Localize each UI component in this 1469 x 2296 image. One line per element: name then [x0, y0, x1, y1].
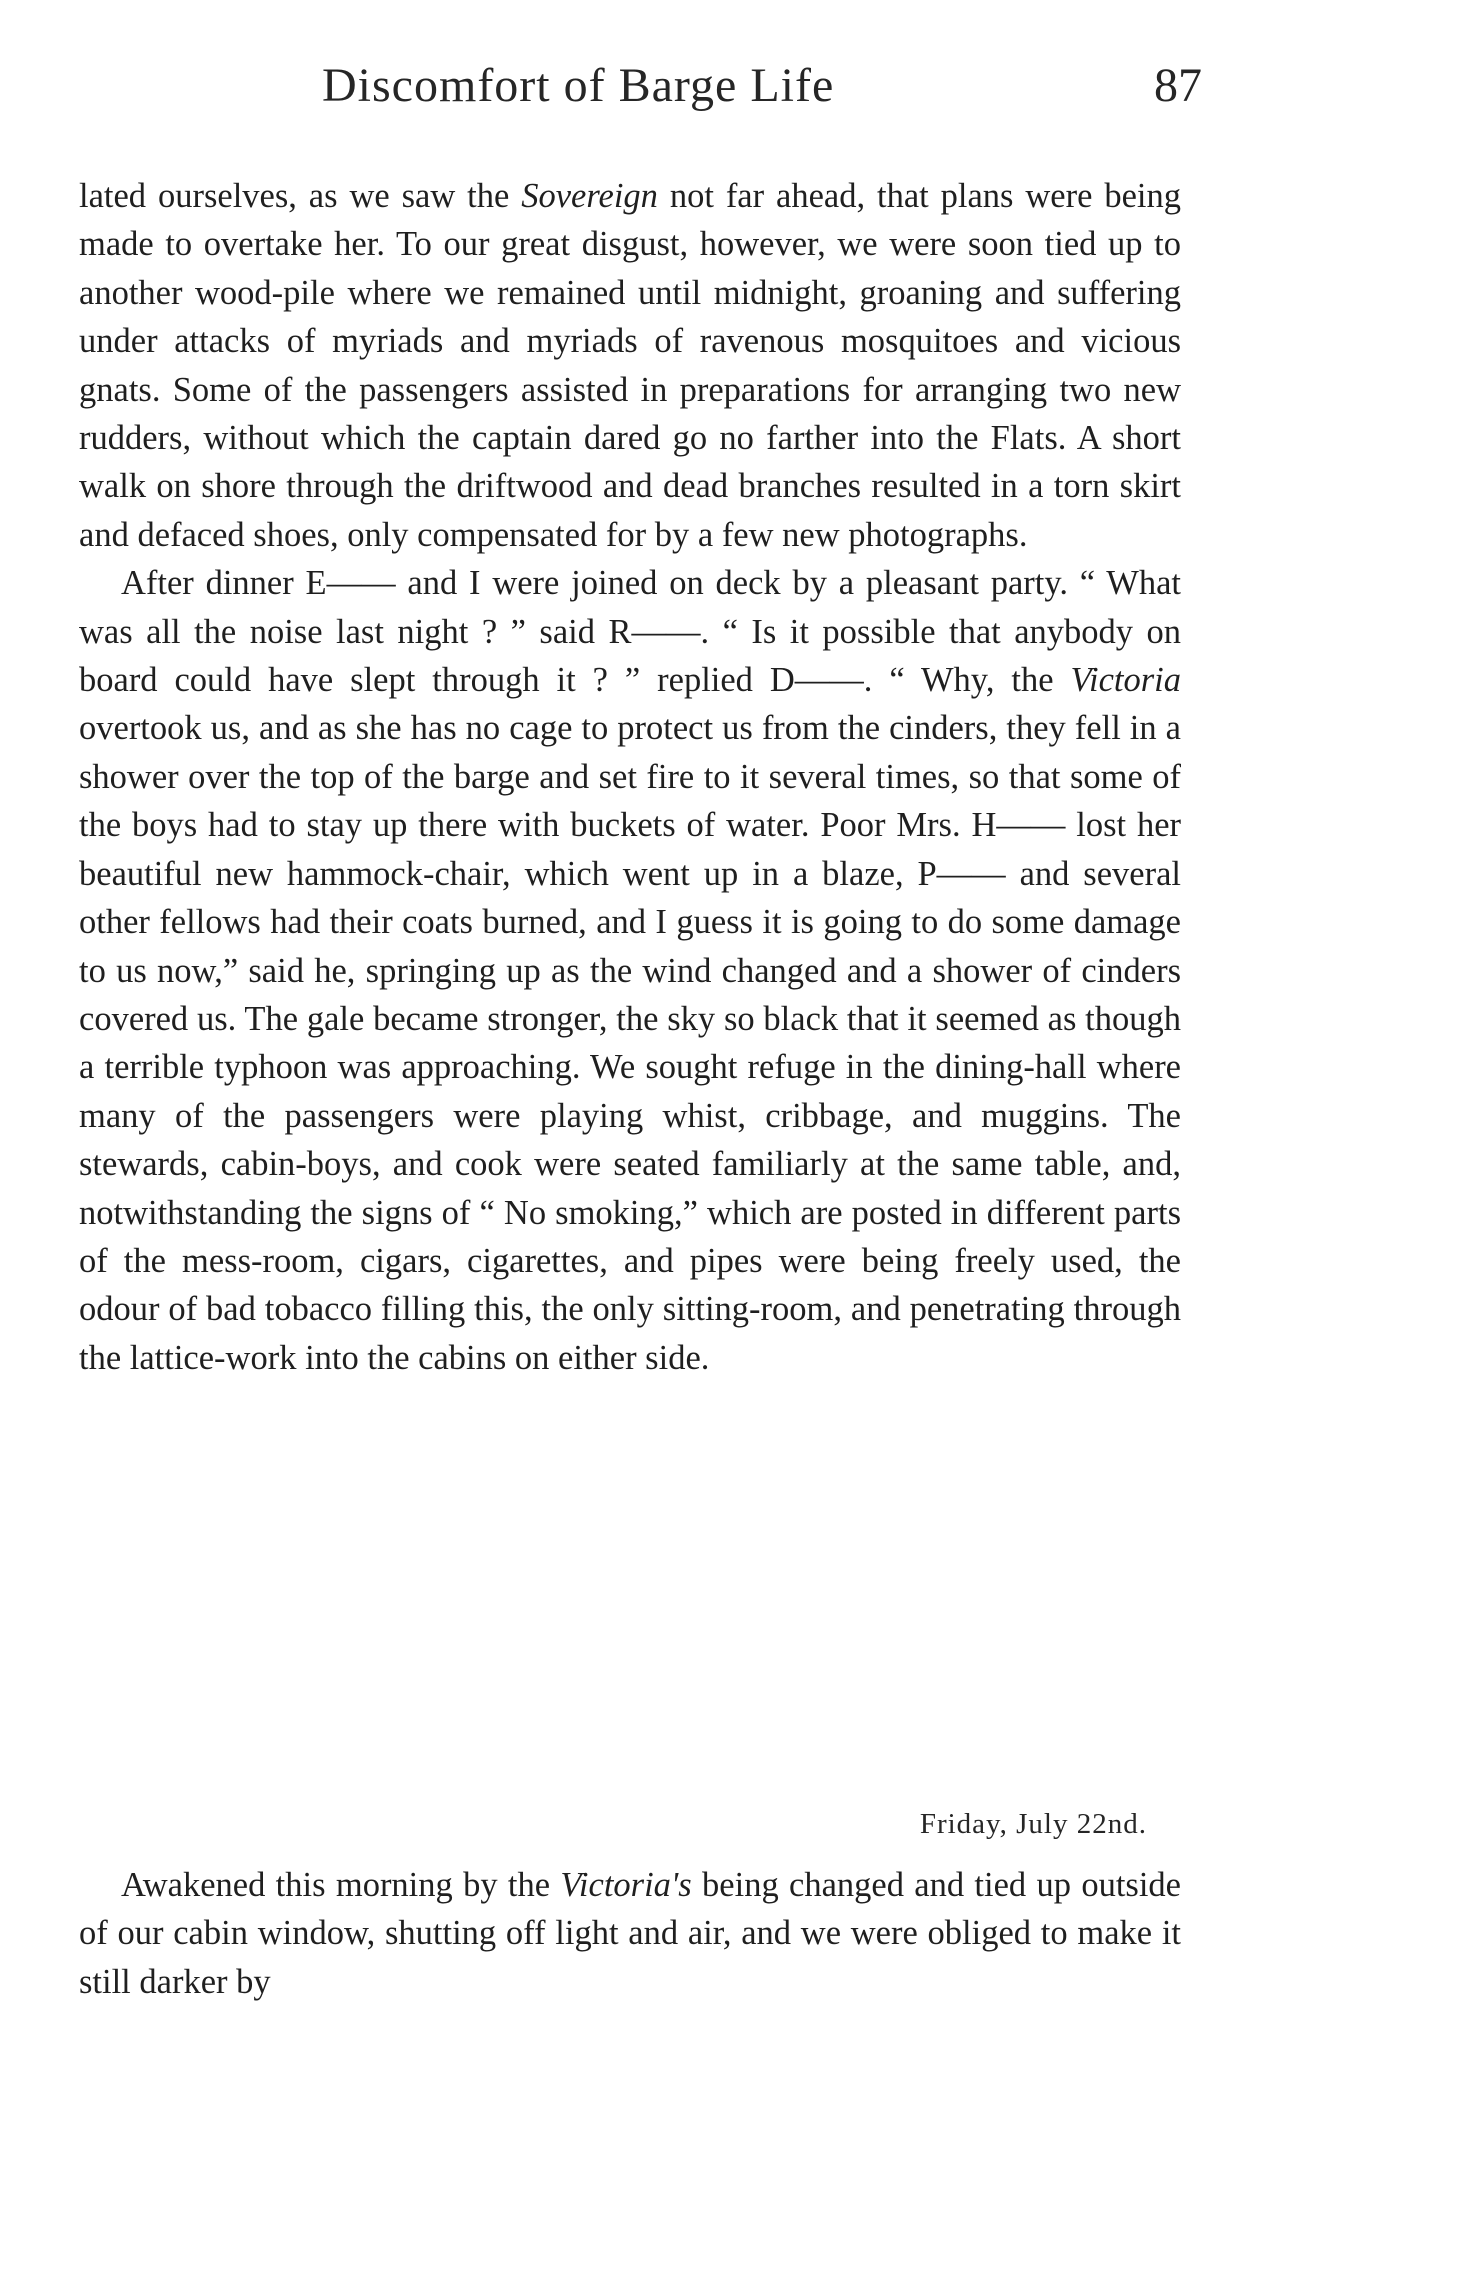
page-number: 87 [1154, 59, 1202, 112]
paragraph-3-text-start: Awakened this morning by the [121, 1866, 561, 1904]
paragraph-1 [79, 172, 1181, 559]
paragraph-1-text-start: lated ourselves, as we saw the [79, 177, 522, 215]
paragraph-2 [79, 559, 1181, 1382]
paragraph-3-text-end: being changed and tied up outside of our cabin window, shutting off light and air, and we were obliged to make it still darker by [79, 1866, 1181, 2001]
body-text [79, 172, 1181, 1382]
running-head [322, 58, 1202, 128]
ship-name-victoria: Victoria [1070, 661, 1181, 700]
paragraph-2-text-start: After dinner E—— and I were joined on deck by a pleasant party. “ What was all the noise last night ? ” said R——. “ Is it possible that anybody on board could have slept through it ? ” replied D——. “ Why, the [79, 564, 1181, 700]
paragraph-1-text-end: not far ahead, that plans were being made to overtake her. To our great disgust, however, we were soon tied up to another wood-pile where we remained until midnight, groaning and suffering under attacks of myriads and myriads of ravenous mosquitoes and vicious gnats. Some of the passengers assisted in preparations for arranging two new rudders, without which the captain dared go no farther into the Flats. A short walk on shore through the driftwood and dead branches resulted in a torn skirt and defaced shoes, only compensated for by a few new photographs. [79, 177, 1181, 554]
running-title: Discomfort of Barge Life [322, 59, 835, 112]
ship-name-sovereign: Sovereign [521, 177, 658, 215]
body-text-continued [79, 1861, 1181, 2006]
ship-name-victorias: Victoria's [560, 1866, 692, 1904]
paragraph-3 [79, 1861, 1181, 2006]
paragraph-2-text-end: overtook us, and as she has no cage to protect us from the cinders, they fell in a shower over the top of the barge and set fire to it several times, so that some of the boys had to stay up there with buckets of water. Poor Mrs. H—— lost her beautiful new hammock-chair, which went up in a blaze, P—— and several other fellows had their coats burned, and I guess it is going to do some damage to us now,” said he, springing up as the wind changed and a shower of cinders covered us. The gale became stronger, the sky so black that it seemed as though a terrible typhoon was approaching. We sought refuge in the dining-hall where many of the passengers were playing whist, cribbage, and muggins. The stewards, cabin-boys, and cook were seated familiarly at the same table, and, notwithstanding the signs of “ No smoking,” which are posted in different parts of the mess-room, cigars, cigarettes, and pipes were being freely used, the odour of bad tobacco filling this, the only sitting-room, and penetrating through the lattice-work into the cabins on either side. [79, 709, 1181, 1377]
dateline: Friday, July 22nd. [919, 1808, 1147, 1840]
